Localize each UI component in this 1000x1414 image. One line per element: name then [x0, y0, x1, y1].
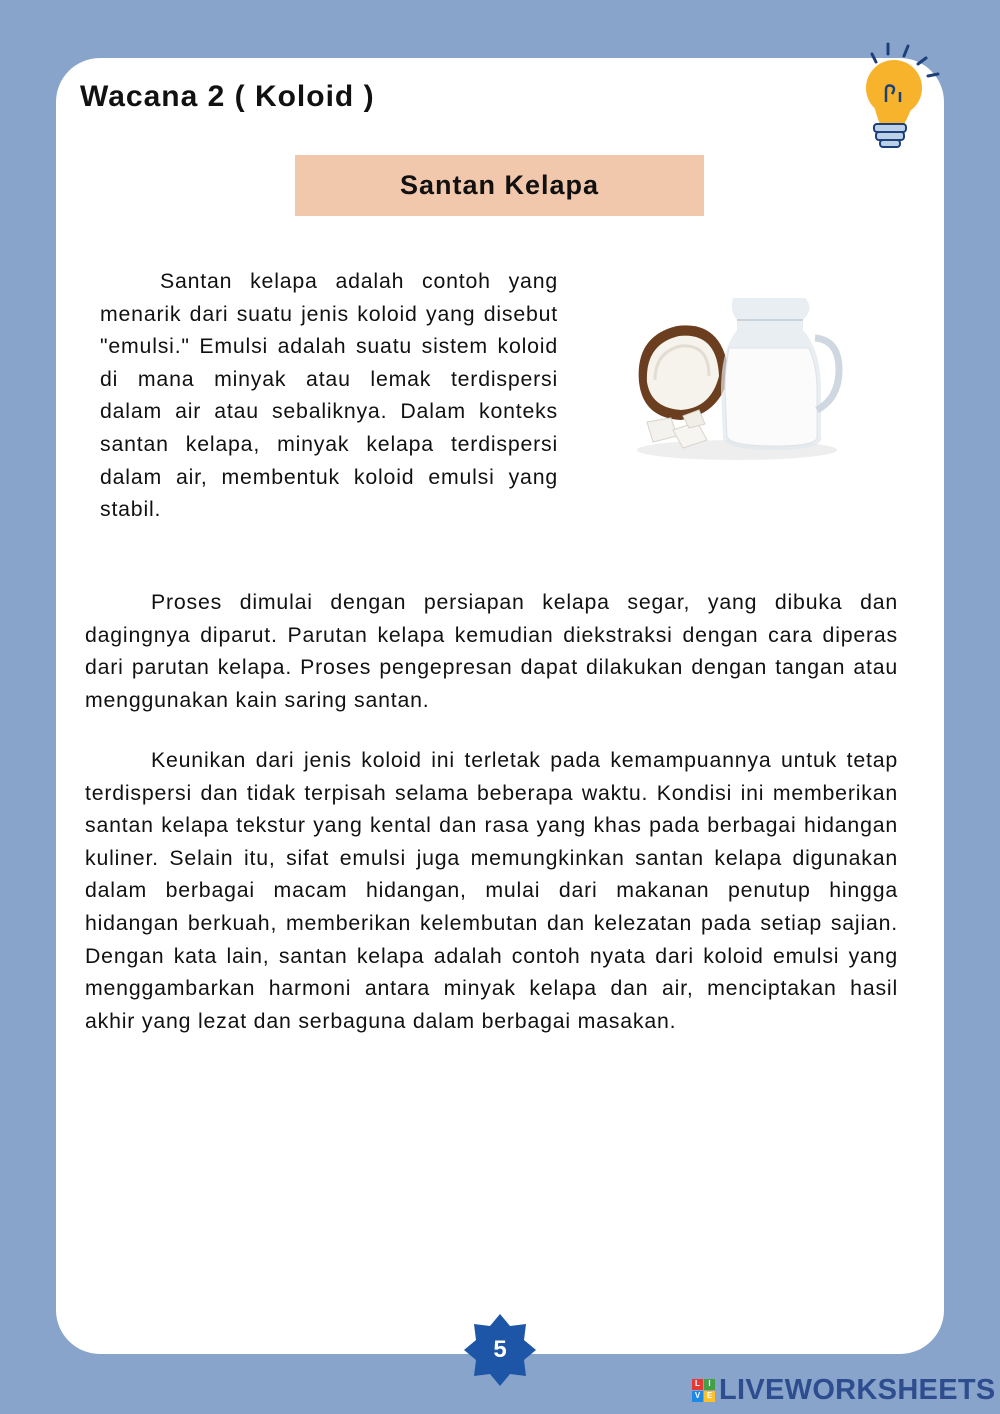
page-number: 5: [493, 1336, 507, 1363]
liveworksheets-mark-icon: L I V E: [692, 1379, 715, 1402]
lightbulb-icon: [852, 40, 944, 152]
liveworksheets-logo: [692, 1370, 996, 1410]
article-title: Santan Kelapa: [399, 170, 600, 200]
paragraph-intro: Santan kelapa adalah contoh yang menarik dari suatu jenis koloid yang disebut "emulsi." Emulsi adalah suatu sistem koloid di mana minyak atau lemak terdispersi dalam air atau sebaliknya. Dalam konteks santan kelapa, minyak kelapa terdispersi dalam air, membentuk koloid emulsi yang stabil.: [100, 269, 558, 522]
liveworksheets-name: LIVEWORKSHEETS: [719, 1373, 996, 1406]
paragraph-process: Proses dimulai dengan persiapan kelapa segar, yang dibuka dan dagingnya diparut. Parutan kelapa kemudian diekstraksi dengan cara diperas dari parutan kelapa. Proses pengepresan dapat dilakukan dengan tangan atau menggunakan kain saring santan.: [85, 590, 898, 712]
paragraph-uniqueness: Keunikan dari jenis koloid ini terletak pada kemampuannya untuk tetap terdispersi dan tidak terpisah selama beberapa waktu. Kondisi ini memberikan santan kelapa tekstur yang kental dan rasa yang khas pada berbagai hidangan kuliner. Selain itu, sifat emulsi juga memungkinkan santan kelapa digunakan dalam berbagai macam hidangan, mulai dari makanan penutup hingga hidangan berkuah, memberikan kelembutan dan kelezatan pada setiap sajian. Dengan kata lain, santan kelapa adalah contoh nyata dari koloid emulsi yang menggambarkan harmoni antara minyak kelapa dan air, menciptakan hasil akhir yang lezat dan serbaguna dalam berbagai masakan.: [85, 748, 898, 1033]
title-banner: [295, 155, 704, 216]
coconut-milk-illustration: [625, 290, 845, 470]
page-heading: Wacana 2 ( Koloid ): [80, 80, 375, 113]
